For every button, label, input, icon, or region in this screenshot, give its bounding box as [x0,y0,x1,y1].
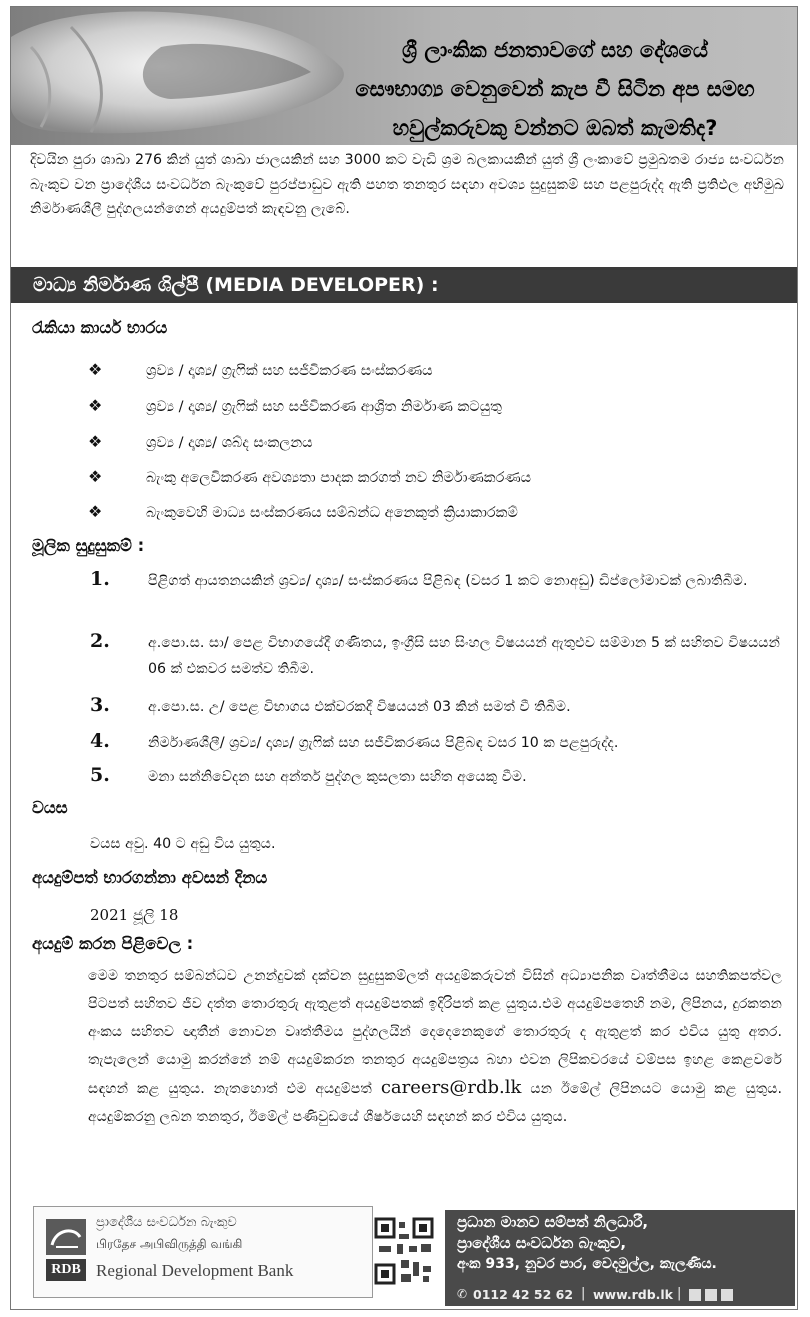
qualification-number: 4. [90,730,110,752]
contact-line: ප්‍රධාන මානව සම්පත් නිලධාරී, [457,1213,649,1231]
phone-icon: ✆ [457,1287,468,1301]
facebook-icon[interactable] [705,1289,717,1301]
qualification-text: අ.පො.ස. උ/ පෙළ විභාගය එක්වරකදී විෂයයන් 03 කින් සමත් වී තිබීම. [148,699,571,715]
website-link[interactable]: www.rdb.lk [593,1287,673,1302]
qualification-text: නිර්මාණශීලී/ ශ්‍රව්‍ය/ දෘශ්‍ය/ ග්‍රැෆික් සහ සජීවිකරණය පිළිබඳ වසර 10 ක පළපුරුද්ද. [148,735,619,751]
procedure-paragraph [88,962,782,1131]
duty-text: ශ්‍රව්‍ය / දෘශ්‍ය/ ශබ්ද සංකලනය [146,435,313,451]
qualification-text: මනා සන්නිවේදන සහ අන්තර් පුද්ගල කුසලතා සහිත අයෙකු වීම. [148,769,527,785]
qualification-item [90,730,780,756]
diamond-bullet-icon: ❖ [88,432,103,451]
qualification-number: 1. [90,568,110,590]
contact-info-bar [445,1284,795,1306]
qualification-item [90,694,780,720]
header-title-line: හවුල්කරුවකු වන්නට ඔබත් කැමතිද? [392,116,718,140]
duties-heading: රැකියා කාර්ය භාරය [32,318,168,337]
header-title [335,31,775,145]
duty-text: බැංකු අලෙවිකරණ අවශ්‍යතා පාදක කරගත් නව නිර්මාණකරණය [146,470,532,486]
logo-sinhala-name: ප්‍රාදේශීය සංවර්ධන බැංකුව [96,1215,237,1230]
diamond-bullet-icon: ❖ [88,502,103,521]
twitter-icon[interactable] [689,1289,701,1301]
procedure-text: යන ඊමේල් ලිපිනයට යොමු කළ යුතුය. අයදුම්කරනු ලබන තනතුර, ඊමේල් පණිවුඩයේ ශීර්ෂයෙහි සඳහන් කර එවිය යුතුය. [88,1081,782,1125]
deadline-date: 2021 ජූලි 18 [90,906,179,924]
header-title-line: ශ්‍රී ලාංකික ජනතාවගේ සහ දේශයේ [402,38,708,62]
procedure-heading: අයදුම් කරන පිළිවෙල : [32,934,194,953]
qualification-item [90,568,780,594]
header-banner [11,7,797,145]
qualification-number: 2. [90,630,110,652]
rdb-abbr: RDB [46,1259,86,1281]
duty-item [88,467,531,486]
diamond-bullet-icon: ❖ [88,360,103,379]
qualification-number: 3. [90,694,110,716]
qr-code-icon[interactable] [373,1216,435,1286]
contact-line: ප්‍රාදේශීය සංවර්ධන බැංකුව, [457,1234,627,1252]
diamond-bullet-icon: ❖ [88,396,103,415]
header-title-line: සෞභාග්‍ය වෙනුවෙන් කැප වී සිටින අප සමඟ [355,77,755,101]
phone-number: 0112 42 52 62 [473,1287,574,1302]
procedure-text: මෙම තනතුර සම්බන්ධව උනන්දුවක් දක්වන සුදුසුකම්ලත් අයදුම්කරුවන් විසින් අධ්‍යාපනික වෘත්තීමය සහතිකපත්වල පිටපත් සහිතව ජීව දත්ත තොරතුරු ඇතුළත් අයදුම්පතක් ඉදිරිපත් කළ යුතුය.එම අයදුම්පතෙහි නම, ලිපිනය, දුරකතන අංකය සහිතව ඥාතීන් නොවන වෘත්තීමය පුද්ගලයින් දෙදෙනෙකුගේ තොරතුරු ද ඇතුළත් කර එවිය යුතු අතර. තැපැලෙන් යොමු කරන්නේ නම් අයදුම්කරන තනතුර අයදුම්පත්‍රය බහා එවන ලිපිකවරයේ වම්පස ඉහළ කෙළවරේ සඳහන් කළ යුතුය. නැතහොත් එම අයදුම්පත් [88,968,782,1097]
qualification-item [90,630,780,682]
logo-english-name: Regional Development Bank [96,1261,294,1280]
intro-paragraph: දිවයින පුරා ශාඛා 276 කින් යුත් ශාඛා ජාලයකින් සහ 3000 කට වැඩි ශ්‍රම බලකායකින් යුත් ශ්‍රී ලංකාවේ ප්‍රමුඛතම රාජ්‍ය සංවර්ධන බැංකුව වන ප්‍රාදේශීය සංවර්ධන බැංකුවේ පුරප්පාඩුව ඇති පහත තනතුර සඳහා අවශ්‍ය සුදුසුකම් සහ පළපුරුද්ද ඇති ප්‍රතිඵල අභිමුඛ නිර්මාණශීලී පුද්ගලයන්ගෙන් අයදුම්පත් කැඳවනු ලැබේ. [30,152,784,217]
diamond-bullet-icon: ❖ [88,467,103,486]
rdb-logo-block [33,1206,373,1298]
age-text: වයස අවු. 40 ට අඩු විය යුතුය. [90,836,276,852]
deadline-heading: අයදුම්පත් භාරගන්නා අවසන් දිනය [32,868,268,887]
qualification-number: 5. [90,764,110,786]
qualification-text: පිළිගත් ආයතනයකින් ශ්‍රව්‍ය/ දෘශ්‍ය/ සංස්කරණය පිළිබඳ (වසර 1 කට නොඅඩු) ඩිප්ලෝමාවක් ලබාතිබීම. [148,573,748,589]
age-heading: වයස [32,798,68,817]
divider: | [581,1286,586,1301]
qualifications-heading: මූලික සුදුසුකම් : [32,536,145,555]
youtube-icon[interactable] [721,1289,733,1301]
duty-text: ශ්‍රව්‍ය / දෘශ්‍ය/ ග්‍රැෆික් සහ සජීවිකරණ ආශ්‍රිත නිර්මාණ කටයුතු [146,399,502,415]
duty-text: බැංකුවෙහි මාධ්‍ය සංස්කරණය සම්බන්ධ අනෙකුත් ක්‍රියාකාරකම් [146,505,518,521]
duty-item [88,432,313,451]
footer [25,1206,785,1304]
divider: | [677,1286,682,1301]
rdb-logo-icon [46,1219,86,1255]
duty-item [88,360,433,379]
duty-item [88,502,518,521]
duty-item [88,396,502,415]
qualification-item [90,764,780,790]
email-link[interactable]: careers@rdb.lk [380,1077,522,1098]
contact-line: අංක 933, නුවර පාර, වෙදමුල්ල, කැලණිය. [457,1256,717,1272]
position-title-bar: මාධ්‍ය නිර්මාණ ශිල්පී (MEDIA DEVELOPER) : [11,267,797,303]
duty-text: ශ්‍රව්‍ය / දෘශ්‍ය/ ග්‍රැෆික් සහ සජීවිකරණ සංස්කරණය [146,363,433,379]
logo-tamil-name: பிரதேச அபிவிருத்தி வங்கி [96,1237,243,1251]
qualification-text: අ.පො.ස. සා/ පෙළ විභාගයේදී ගණිතය, ඉංග්‍රීසි සහ සිංහල විෂයයන් ඇතුළුව සම්මාන 5 ක් සහිතව විෂයයන් 06 ක් එකවර සමත්ව තිබීම. [148,635,780,677]
